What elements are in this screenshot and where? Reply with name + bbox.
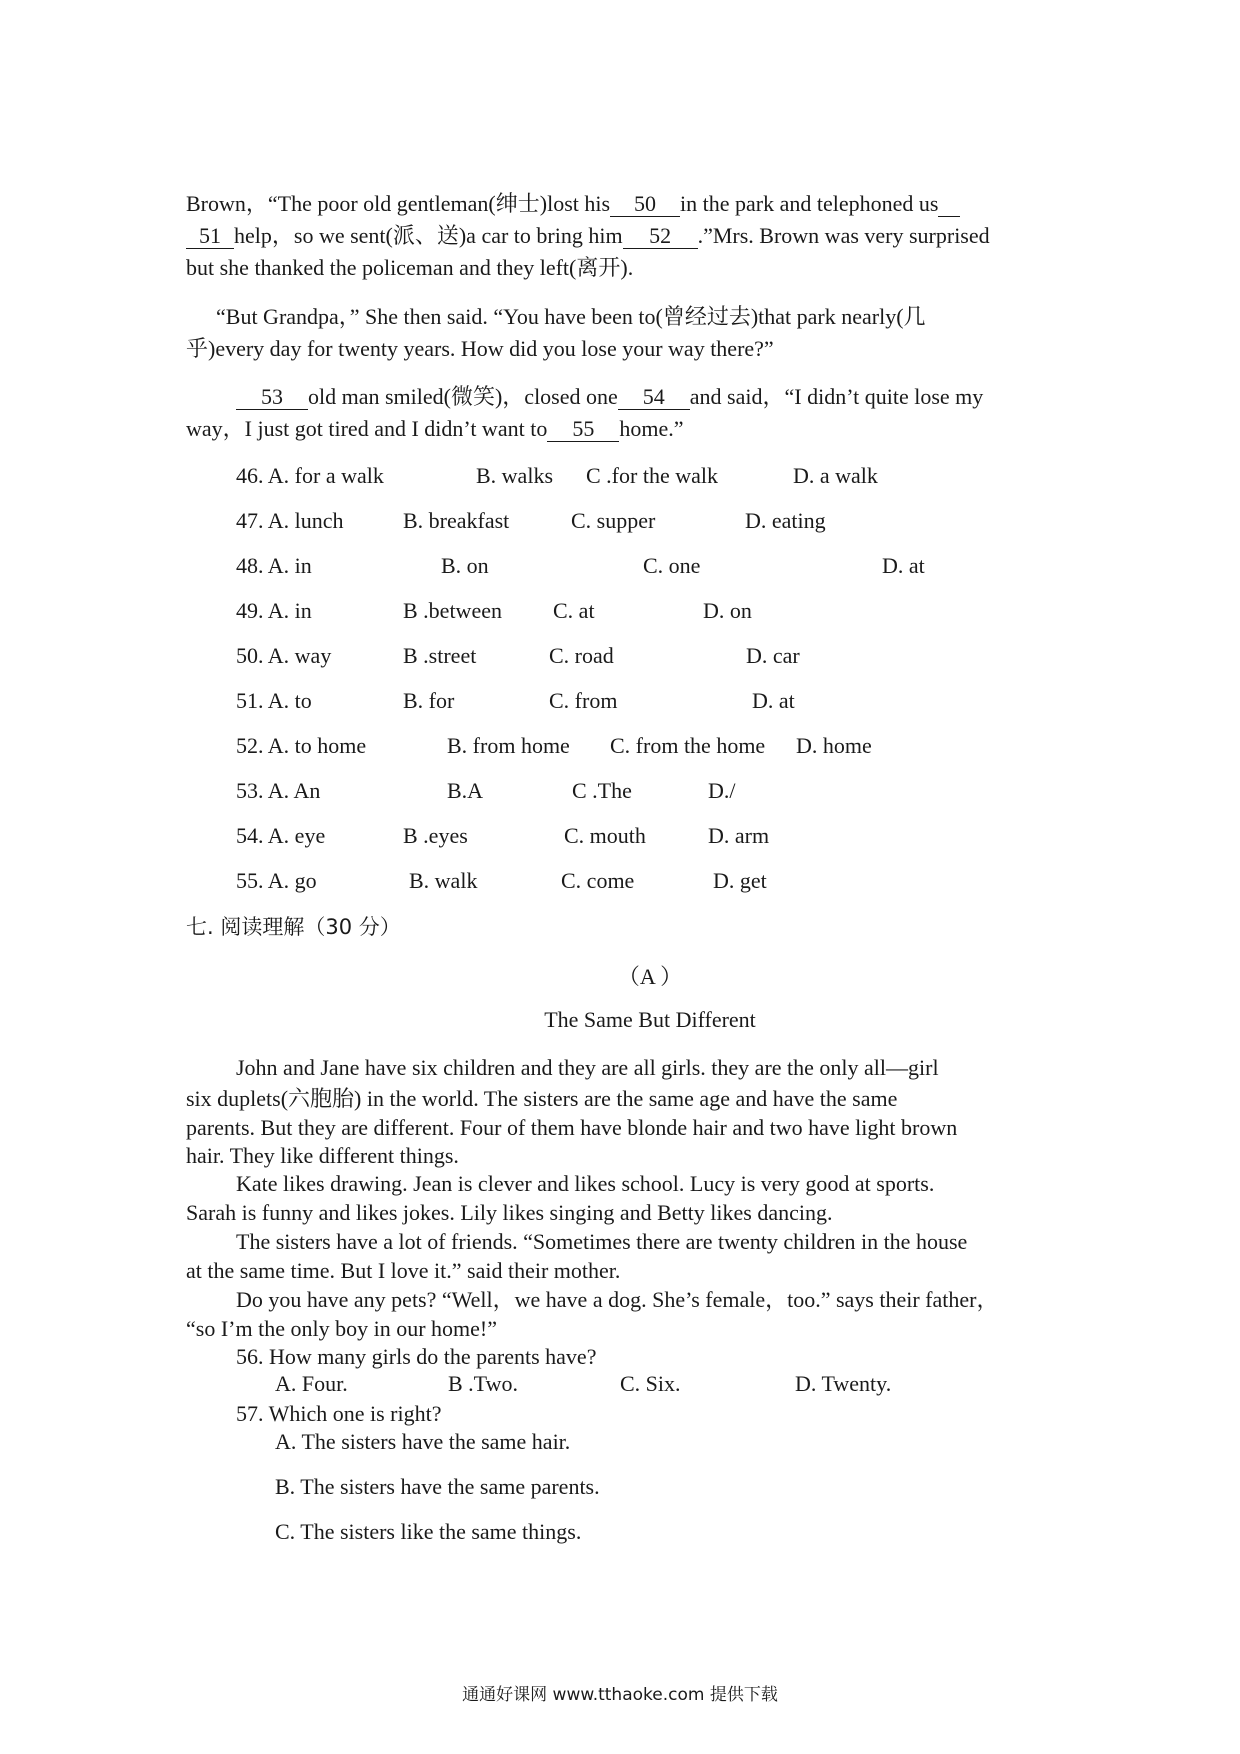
reading-p1-line3: parents. But they are different. Four of them have blonde hair and two have light brown [186, 1115, 958, 1140]
reading-p4-line2: “so I’m the only boy in our home!” [186, 1316, 497, 1341]
reading-p3-line1: The sisters have a lot of friends. “Sometimes there are twenty children in the house [236, 1229, 968, 1254]
reading-p2-line1: Kate likes drawing. Jean is clever and likes school. Lucy is very good at sports. [236, 1171, 935, 1196]
reading-p2-line2: Sarah is funny and likes jokes. Lily likes singing and Betty likes dancing. [186, 1200, 833, 1225]
passage-line-6: 53 old man smiled(微笑)，closed one 54 and said，“I didn’t quite lose my [236, 383, 983, 412]
question-57-option-c: C. The sisters like the same things. [275, 1519, 582, 1544]
section-heading: 七. 阅读理解（30 分） [186, 915, 401, 939]
blank-54: 54 [618, 385, 690, 410]
footer-watermark: 通通好课网 www.tthaoke.com 提供下载 [462, 1685, 778, 1705]
blank-53: 53 [236, 385, 308, 410]
blank-51-underline [938, 192, 960, 217]
document-page: Brown，“The poor old gentleman(绅士)lost his 50 in the park and telephoned us 51 help，so we sent(派、送)a car to bring him 52 .”Mrs. Brown was very surprised but she thanked the policeman and they left(离开). “But Grandpa，” She then said. “You have been to(曾经过去)that park nearly(几 乎)every day for twenty years. How did you lose your way there?” 53 old man smiled(微笑)，closed one 54 and said，“I didn’t quite lose my way，I just got tired and I didn’t want to 55 home.” 46. A. for a walk B. walks C .for the walk D. a walk 47. A. lunch B. breakfast C. supper D. eating 48. A. in B. on C. one D. at 49. A. in B .between C. at D. on 50. A. way B .street C. road D. car 51. A. to B. for C. from D. at 52. A. to home B. from home C. from the home D. home 53. A. An B.A C .The D./ 54. A. eye B .eyes C. mouth D. arm 55. A. go B. walk C. come D. get 七. 阅读理解（30 分） （A ） The Same But Different John and Jane have six children and they are all girls. they are the only all—girl six duplets(六胞胎) in the world. The sisters are the same age and have the same parents. But they are different. Four of them have blonde hair and two have light brown hair. They like different things. Kate likes drawing. Jean is clever and likes school. Lucy is very good at sports. Sarah is funny and likes jokes. Lily likes singing and Betty likes dancing. The sisters have a lot of friends. “Sometimes there are twenty children in the house at the same time. But I love it.” said their mother. Do you have any pets? “Well，we have a dog. She’s female，too.” says their father， “so I’m the only boy in our home!” 56. How many girls do the parents have? A. Four. B .Two. C. Six. D. Twenty. 57. Which one is right? A. The sisters have the same hair. B. The sisters have the same parents. C. The sisters like the same things. 通通好课网 www.tthaoke.com 提供下载 [0, 0, 1240, 1754]
blank-55: 55 [547, 417, 619, 442]
passage-line-1: Brown，“The poor old gentleman(绅士)lost his 50 in the park and telephoned us [186, 190, 960, 219]
reading-p4-line1: Do you have any pets? “Well，we have a dog. She’s female，too.” says their father， [236, 1287, 999, 1312]
passage-line-4: “But Grandpa，” She then said. “You have been to(曾经过去)that park nearly(几 [216, 304, 926, 329]
part-label: （A ） [617, 964, 683, 989]
question-57-option-b: B. The sisters have the same parents. [275, 1474, 600, 1499]
reading-p3-line2: at the same time. But I love it.” said their mother. [186, 1258, 621, 1283]
passage-line-5: 乎)every day for twenty years. How did you lose your way there?” [186, 336, 774, 361]
blank-51: 51 [186, 224, 234, 249]
reading-p1-line4: hair. They like different things. [186, 1143, 459, 1168]
question-57-option-a: A. The sisters have the same hair. [275, 1429, 571, 1454]
question-56: 56. How many girls do the parents have? [236, 1344, 597, 1369]
blank-50: 50 [610, 192, 680, 217]
passage-line-7: way，I just got tired and I didn’t want to 55 home.” [186, 416, 684, 441]
passage-line-3: but she thanked the policeman and they left(离开). [186, 255, 634, 280]
reading-title: The Same But Different [544, 1007, 756, 1032]
blank-52: 52 [623, 224, 698, 249]
question-57: 57. Which one is right? [236, 1401, 442, 1426]
reading-p1-line2: six duplets(六胞胎) in the world. The sisters are the same age and have the same [186, 1086, 898, 1111]
passage-line-2: 51 help，so we sent(派、送)a car to bring him 52 .”Mrs. Brown was very surprised [186, 222, 990, 251]
reading-p1-line1: John and Jane have six children and they are all girls. they are the only all—girl [236, 1055, 939, 1080]
